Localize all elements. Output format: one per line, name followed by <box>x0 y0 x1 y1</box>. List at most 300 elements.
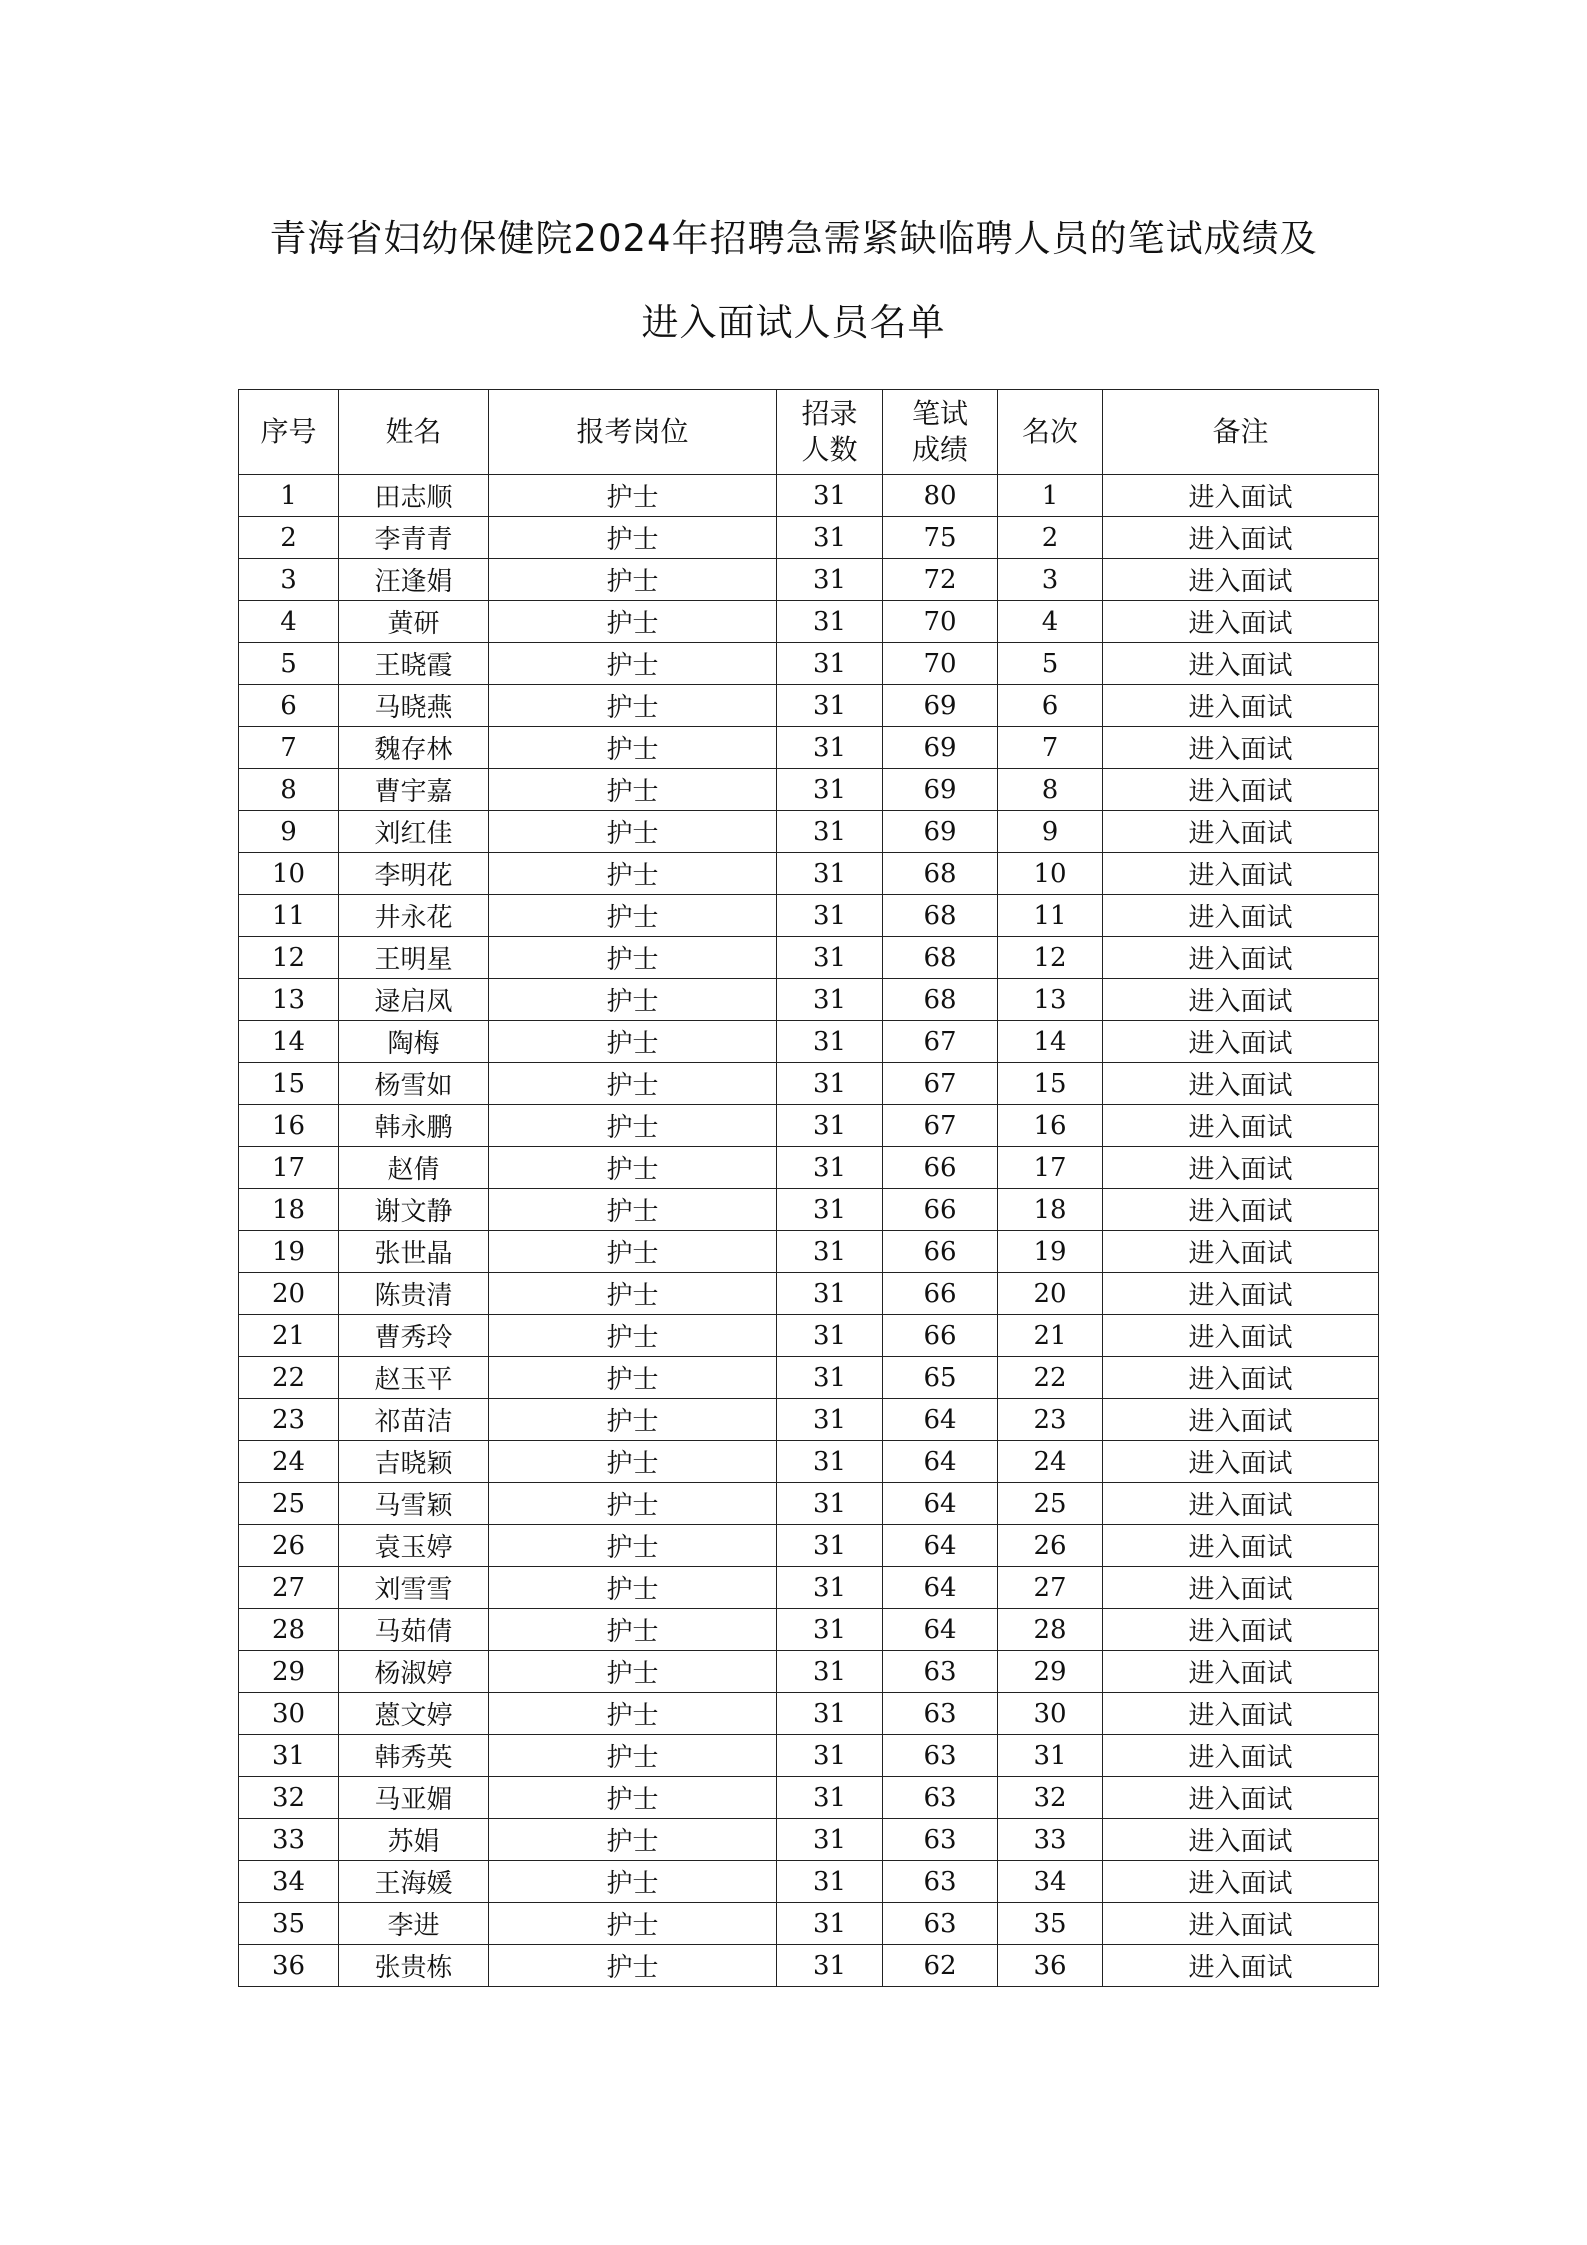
cell-quota: 31 <box>777 1903 883 1945</box>
cell-quota: 31 <box>777 1693 883 1735</box>
cell-position: 护士 <box>489 517 777 559</box>
cell-rank: 25 <box>998 1483 1103 1525</box>
cell-position: 护士 <box>489 601 777 643</box>
cell-quota: 31 <box>777 1273 883 1315</box>
cell-position: 护士 <box>489 1861 777 1903</box>
cell-name: 陶梅 <box>339 1021 489 1063</box>
cell-index: 3 <box>239 559 339 601</box>
header-name: 姓名 <box>339 390 489 475</box>
cell-name: 王海媛 <box>339 1861 489 1903</box>
cell-quota: 31 <box>777 1441 883 1483</box>
cell-rank: 17 <box>998 1147 1103 1189</box>
cell-score: 80 <box>883 475 998 517</box>
cell-score: 67 <box>883 1063 998 1105</box>
cell-rank: 1 <box>998 475 1103 517</box>
cell-name: 马晓燕 <box>339 685 489 727</box>
cell-name: 马雪颖 <box>339 1483 489 1525</box>
table-row <box>239 1777 1379 1819</box>
cell-index: 21 <box>239 1315 339 1357</box>
cell-position: 护士 <box>489 1777 777 1819</box>
cell-name: 逯启凤 <box>339 979 489 1021</box>
cell-score: 69 <box>883 769 998 811</box>
table-row <box>239 1315 1379 1357</box>
cell-index: 13 <box>239 979 339 1021</box>
cell-name: 井永花 <box>339 895 489 937</box>
cell-name: 魏存林 <box>339 727 489 769</box>
cell-remark: 进入面试 <box>1103 475 1379 517</box>
cell-name: 韩秀英 <box>339 1735 489 1777</box>
cell-position: 护士 <box>489 1903 777 1945</box>
table-row <box>239 895 1379 937</box>
cell-score: 66 <box>883 1273 998 1315</box>
cell-index: 10 <box>239 853 339 895</box>
cell-score: 64 <box>883 1399 998 1441</box>
cell-remark: 进入面试 <box>1103 517 1379 559</box>
header-score <box>883 390 998 475</box>
cell-rank: 24 <box>998 1441 1103 1483</box>
cell-rank: 4 <box>998 601 1103 643</box>
cell-name: 刘雪雪 <box>339 1567 489 1609</box>
cell-quota: 31 <box>777 937 883 979</box>
cell-name: 曹秀玲 <box>339 1315 489 1357</box>
cell-quota: 31 <box>777 727 883 769</box>
cell-quota: 31 <box>777 517 883 559</box>
cell-rank: 6 <box>998 685 1103 727</box>
cell-rank: 29 <box>998 1651 1103 1693</box>
cell-index: 9 <box>239 811 339 853</box>
cell-position: 护士 <box>489 1273 777 1315</box>
cell-remark: 进入面试 <box>1103 1651 1379 1693</box>
cell-position: 护士 <box>489 1441 777 1483</box>
cell-position: 护士 <box>489 1483 777 1525</box>
cell-score: 63 <box>883 1861 998 1903</box>
table-row <box>239 1399 1379 1441</box>
cell-position: 护士 <box>489 769 777 811</box>
cell-quota: 31 <box>777 1357 883 1399</box>
cell-remark: 进入面试 <box>1103 1273 1379 1315</box>
table-row <box>239 1147 1379 1189</box>
cell-remark: 进入面试 <box>1103 1609 1379 1651</box>
cell-index: 28 <box>239 1609 339 1651</box>
table-row <box>239 643 1379 685</box>
cell-position: 护士 <box>489 1609 777 1651</box>
table-row <box>239 1231 1379 1273</box>
cell-remark: 进入面试 <box>1103 769 1379 811</box>
cell-index: 20 <box>239 1273 339 1315</box>
cell-position: 护士 <box>489 643 777 685</box>
cell-score: 64 <box>883 1441 998 1483</box>
table-row <box>239 1945 1379 1987</box>
header-position: 报考岗位 <box>489 390 777 475</box>
cell-rank: 28 <box>998 1609 1103 1651</box>
cell-quota: 31 <box>777 475 883 517</box>
cell-name: 韩永鹏 <box>339 1105 489 1147</box>
cell-rank: 12 <box>998 937 1103 979</box>
cell-index: 34 <box>239 1861 339 1903</box>
cell-remark: 进入面试 <box>1103 1105 1379 1147</box>
cell-name: 祁苗洁 <box>339 1399 489 1441</box>
cell-remark: 进入面试 <box>1103 979 1379 1021</box>
cell-index: 36 <box>239 1945 339 1987</box>
cell-remark: 进入面试 <box>1103 1735 1379 1777</box>
cell-position: 护士 <box>489 1819 777 1861</box>
table-row <box>239 559 1379 601</box>
cell-score: 63 <box>883 1651 998 1693</box>
cell-position: 护士 <box>489 895 777 937</box>
cell-rank: 15 <box>998 1063 1103 1105</box>
cell-rank: 3 <box>998 559 1103 601</box>
cell-rank: 36 <box>998 1945 1103 1987</box>
cell-position: 护士 <box>489 979 777 1021</box>
cell-remark: 进入面试 <box>1103 1483 1379 1525</box>
cell-rank: 11 <box>998 895 1103 937</box>
cell-quota: 31 <box>777 853 883 895</box>
table-row <box>239 601 1379 643</box>
cell-position: 护士 <box>489 727 777 769</box>
cell-quota: 31 <box>777 1567 883 1609</box>
cell-name: 谢文静 <box>339 1189 489 1231</box>
cell-score: 67 <box>883 1021 998 1063</box>
table-row <box>239 685 1379 727</box>
cell-rank: 35 <box>998 1903 1103 1945</box>
cell-quota: 31 <box>777 1819 883 1861</box>
table-row <box>239 1021 1379 1063</box>
cell-score: 69 <box>883 727 998 769</box>
cell-score: 72 <box>883 559 998 601</box>
cell-name: 张贵栋 <box>339 1945 489 1987</box>
cell-remark: 进入面试 <box>1103 1567 1379 1609</box>
cell-index: 19 <box>239 1231 339 1273</box>
cell-score: 62 <box>883 1945 998 1987</box>
cell-quota: 31 <box>777 643 883 685</box>
cell-name: 马亚媚 <box>339 1777 489 1819</box>
cell-remark: 进入面试 <box>1103 1021 1379 1063</box>
cell-index: 12 <box>239 937 339 979</box>
cell-position: 护士 <box>489 559 777 601</box>
cell-rank: 14 <box>998 1021 1103 1063</box>
cell-position: 护士 <box>489 1567 777 1609</box>
cell-score: 63 <box>883 1819 998 1861</box>
cell-rank: 31 <box>998 1735 1103 1777</box>
cell-position: 护士 <box>489 1231 777 1273</box>
cell-remark: 进入面试 <box>1103 1357 1379 1399</box>
cell-score: 63 <box>883 1777 998 1819</box>
table-row <box>239 517 1379 559</box>
cell-remark: 进入面试 <box>1103 685 1379 727</box>
cell-index: 2 <box>239 517 339 559</box>
cell-quota: 31 <box>777 1021 883 1063</box>
cell-quota: 31 <box>777 1399 883 1441</box>
table-header-row <box>239 390 1379 475</box>
cell-position: 护士 <box>489 475 777 517</box>
table-row <box>239 1735 1379 1777</box>
cell-index: 22 <box>239 1357 339 1399</box>
table-row <box>239 937 1379 979</box>
cell-position: 护士 <box>489 1063 777 1105</box>
cell-score: 70 <box>883 643 998 685</box>
cell-position: 护士 <box>489 811 777 853</box>
cell-name: 李青青 <box>339 517 489 559</box>
cell-name: 袁玉婷 <box>339 1525 489 1567</box>
cell-position: 护士 <box>489 1357 777 1399</box>
table-row <box>239 1903 1379 1945</box>
cell-index: 24 <box>239 1441 339 1483</box>
table-row <box>239 475 1379 517</box>
cell-name: 刘红佳 <box>339 811 489 853</box>
cell-index: 26 <box>239 1525 339 1567</box>
cell-name: 马茹倩 <box>339 1609 489 1651</box>
cell-position: 护士 <box>489 1735 777 1777</box>
cell-rank: 5 <box>998 643 1103 685</box>
cell-score: 68 <box>883 853 998 895</box>
cell-score: 70 <box>883 601 998 643</box>
cell-quota: 31 <box>777 1735 883 1777</box>
cell-rank: 7 <box>998 727 1103 769</box>
cell-index: 15 <box>239 1063 339 1105</box>
cell-index: 1 <box>239 475 339 517</box>
cell-rank: 13 <box>998 979 1103 1021</box>
cell-name: 李明花 <box>339 853 489 895</box>
cell-name: 李进 <box>339 1903 489 1945</box>
cell-index: 30 <box>239 1693 339 1735</box>
cell-index: 33 <box>239 1819 339 1861</box>
cell-name: 苏娟 <box>339 1819 489 1861</box>
table-row <box>239 1273 1379 1315</box>
cell-remark: 进入面试 <box>1103 1945 1379 1987</box>
cell-index: 25 <box>239 1483 339 1525</box>
table-row <box>239 769 1379 811</box>
cell-index: 32 <box>239 1777 339 1819</box>
cell-rank: 22 <box>998 1357 1103 1399</box>
cell-score: 67 <box>883 1105 998 1147</box>
cell-remark: 进入面试 <box>1103 1399 1379 1441</box>
cell-score: 63 <box>883 1903 998 1945</box>
table-body <box>239 475 1379 1987</box>
cell-position: 护士 <box>489 937 777 979</box>
table-row <box>239 1609 1379 1651</box>
document-title-line-2: 进入面试人员名单 <box>641 301 946 344</box>
cell-name: 黄研 <box>339 601 489 643</box>
cell-remark: 进入面试 <box>1103 1315 1379 1357</box>
table-row <box>239 853 1379 895</box>
cell-score: 64 <box>883 1609 998 1651</box>
cell-name: 汪逢娟 <box>339 559 489 601</box>
cell-position: 护士 <box>489 1021 777 1063</box>
cell-remark: 进入面试 <box>1103 937 1379 979</box>
table-row <box>239 1483 1379 1525</box>
cell-remark: 进入面试 <box>1103 1525 1379 1567</box>
cell-index: 5 <box>239 643 339 685</box>
cell-quota: 31 <box>777 1231 883 1273</box>
table-row <box>239 1441 1379 1483</box>
cell-quota: 31 <box>777 1315 883 1357</box>
cell-index: 7 <box>239 727 339 769</box>
cell-score: 64 <box>883 1525 998 1567</box>
cell-rank: 32 <box>998 1777 1103 1819</box>
header-rank: 名次 <box>998 390 1103 475</box>
cell-score: 66 <box>883 1231 998 1273</box>
cell-quota: 31 <box>777 1105 883 1147</box>
cell-quota: 31 <box>777 1861 883 1903</box>
cell-remark: 进入面试 <box>1103 853 1379 895</box>
cell-index: 8 <box>239 769 339 811</box>
cell-rank: 19 <box>998 1231 1103 1273</box>
cell-score: 63 <box>883 1693 998 1735</box>
cell-quota: 31 <box>777 1063 883 1105</box>
cell-quota: 31 <box>777 1777 883 1819</box>
cell-quota: 31 <box>777 979 883 1021</box>
cell-rank: 16 <box>998 1105 1103 1147</box>
cell-score: 64 <box>883 1567 998 1609</box>
cell-position: 护士 <box>489 853 777 895</box>
header-score-label: 笔试成绩 <box>911 397 968 466</box>
cell-rank: 9 <box>998 811 1103 853</box>
cell-name: 曹宇嘉 <box>339 769 489 811</box>
table-row <box>239 1819 1379 1861</box>
cell-score: 68 <box>883 937 998 979</box>
cell-remark: 进入面试 <box>1103 1231 1379 1273</box>
cell-score: 66 <box>883 1189 998 1231</box>
cell-score: 63 <box>883 1735 998 1777</box>
table-row <box>239 1651 1379 1693</box>
cell-score: 66 <box>883 1147 998 1189</box>
cell-rank: 10 <box>998 853 1103 895</box>
table-row <box>239 1357 1379 1399</box>
cell-name: 田志顺 <box>339 475 489 517</box>
table-row <box>239 727 1379 769</box>
table-row <box>239 1105 1379 1147</box>
cell-remark: 进入面试 <box>1103 1189 1379 1231</box>
cell-quota: 31 <box>777 1483 883 1525</box>
cell-quota: 31 <box>777 1651 883 1693</box>
results-table <box>238 389 1379 1987</box>
table-row <box>239 1861 1379 1903</box>
cell-quota: 31 <box>777 1147 883 1189</box>
cell-index: 18 <box>239 1189 339 1231</box>
cell-remark: 进入面试 <box>1103 1819 1379 1861</box>
cell-name: 王晓霞 <box>339 643 489 685</box>
cell-remark: 进入面试 <box>1103 559 1379 601</box>
cell-quota: 31 <box>777 685 883 727</box>
cell-quota: 31 <box>777 1609 883 1651</box>
cell-score: 69 <box>883 811 998 853</box>
cell-rank: 2 <box>998 517 1103 559</box>
cell-name: 蒽文婷 <box>339 1693 489 1735</box>
cell-rank: 23 <box>998 1399 1103 1441</box>
cell-remark: 进入面试 <box>1103 643 1379 685</box>
cell-name: 张世晶 <box>339 1231 489 1273</box>
header-index: 序号 <box>239 390 339 475</box>
header-quota-label: 招录人数 <box>801 397 858 466</box>
cell-index: 6 <box>239 685 339 727</box>
cell-remark: 进入面试 <box>1103 1777 1379 1819</box>
cell-quota: 31 <box>777 811 883 853</box>
cell-quota: 31 <box>777 559 883 601</box>
cell-position: 护士 <box>489 1399 777 1441</box>
header-quota <box>777 390 883 475</box>
cell-score: 66 <box>883 1315 998 1357</box>
cell-rank: 21 <box>998 1315 1103 1357</box>
cell-position: 护士 <box>489 1189 777 1231</box>
cell-position: 护士 <box>489 1945 777 1987</box>
cell-rank: 20 <box>998 1273 1103 1315</box>
cell-remark: 进入面试 <box>1103 895 1379 937</box>
cell-score: 64 <box>883 1483 998 1525</box>
cell-name: 吉晓颖 <box>339 1441 489 1483</box>
cell-index: 23 <box>239 1399 339 1441</box>
cell-remark: 进入面试 <box>1103 1147 1379 1189</box>
cell-name: 陈贵清 <box>339 1273 489 1315</box>
cell-name: 赵玉平 <box>339 1357 489 1399</box>
cell-rank: 8 <box>998 769 1103 811</box>
cell-rank: 34 <box>998 1861 1103 1903</box>
cell-score: 68 <box>883 979 998 1021</box>
table-row <box>239 811 1379 853</box>
cell-index: 4 <box>239 601 339 643</box>
cell-index: 35 <box>239 1903 339 1945</box>
cell-score: 69 <box>883 685 998 727</box>
table-row <box>239 1525 1379 1567</box>
cell-quota: 31 <box>777 1189 883 1231</box>
cell-remark: 进入面试 <box>1103 1441 1379 1483</box>
table-row <box>239 1567 1379 1609</box>
cell-index: 31 <box>239 1735 339 1777</box>
cell-score: 68 <box>883 895 998 937</box>
cell-name: 赵倩 <box>339 1147 489 1189</box>
cell-index: 14 <box>239 1021 339 1063</box>
cell-index: 27 <box>239 1567 339 1609</box>
cell-position: 护士 <box>489 1315 777 1357</box>
table-row <box>239 1063 1379 1105</box>
cell-quota: 31 <box>777 895 883 937</box>
cell-quota: 31 <box>777 769 883 811</box>
cell-name: 杨雪如 <box>339 1063 489 1105</box>
cell-remark: 进入面试 <box>1103 1903 1379 1945</box>
cell-name: 王明星 <box>339 937 489 979</box>
cell-score: 75 <box>883 517 998 559</box>
cell-remark: 进入面试 <box>1103 1693 1379 1735</box>
cell-position: 护士 <box>489 1105 777 1147</box>
cell-remark: 进入面试 <box>1103 811 1379 853</box>
cell-position: 护士 <box>489 1651 777 1693</box>
cell-index: 11 <box>239 895 339 937</box>
cell-index: 29 <box>239 1651 339 1693</box>
cell-index: 16 <box>239 1105 339 1147</box>
cell-rank: 33 <box>998 1819 1103 1861</box>
cell-position: 护士 <box>489 1147 777 1189</box>
cell-quota: 31 <box>777 1525 883 1567</box>
cell-rank: 30 <box>998 1693 1103 1735</box>
cell-remark: 进入面试 <box>1103 727 1379 769</box>
cell-name: 杨淑婷 <box>339 1651 489 1693</box>
cell-remark: 进入面试 <box>1103 1861 1379 1903</box>
table-row <box>239 1189 1379 1231</box>
table-row <box>239 979 1379 1021</box>
cell-quota: 31 <box>777 1945 883 1987</box>
cell-quota: 31 <box>777 601 883 643</box>
document-title-line-1: 青海省妇幼保健院2024年招聘急需紧缺临聘人员的笔试成绩及 <box>269 217 1318 260</box>
cell-score: 65 <box>883 1357 998 1399</box>
cell-remark: 进入面试 <box>1103 601 1379 643</box>
table-row <box>239 1693 1379 1735</box>
cell-remark: 进入面试 <box>1103 1063 1379 1105</box>
cell-rank: 18 <box>998 1189 1103 1231</box>
cell-position: 护士 <box>489 685 777 727</box>
cell-rank: 26 <box>998 1525 1103 1567</box>
cell-rank: 27 <box>998 1567 1103 1609</box>
cell-position: 护士 <box>489 1525 777 1567</box>
cell-position: 护士 <box>489 1693 777 1735</box>
